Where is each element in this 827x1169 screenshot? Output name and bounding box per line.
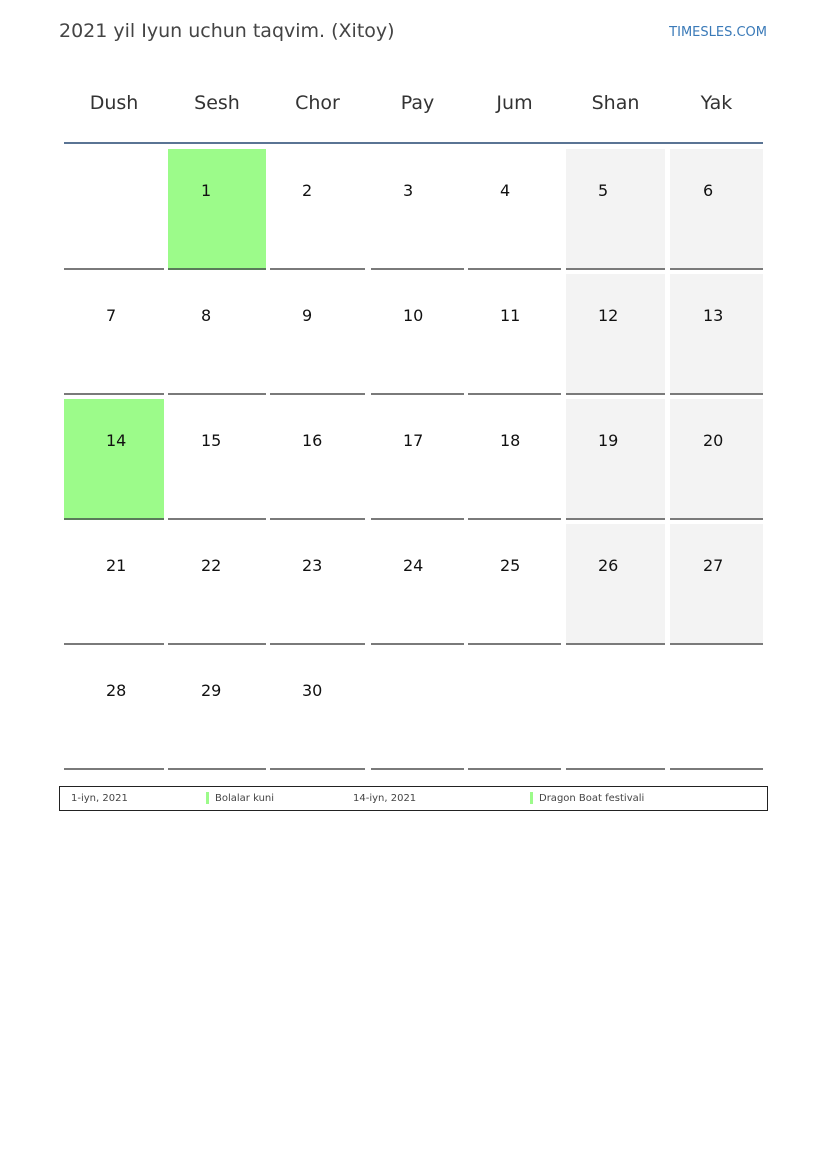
legend-name-2: Dragon Boat festivali [539, 793, 645, 804]
day-cell [168, 524, 266, 645]
day-number: 16 [302, 431, 323, 450]
day-number: 6 [703, 181, 714, 200]
day-cell [566, 399, 665, 520]
day-cell [670, 274, 763, 395]
day-number: 19 [598, 431, 619, 450]
day-cell [168, 649, 266, 770]
day-number: 11 [500, 306, 521, 325]
day-cell [270, 149, 365, 270]
weekday-header: Yak [700, 92, 733, 114]
day-cell [670, 149, 763, 270]
weekday-header: Jum [496, 92, 533, 114]
day-cell [64, 274, 164, 395]
day-number: 15 [201, 431, 222, 450]
day-cell [371, 149, 464, 270]
day-cell [566, 274, 665, 395]
day-cell [270, 274, 365, 395]
day-number: 5 [598, 181, 609, 200]
legend-color-2 [530, 792, 533, 804]
day-number: 30 [302, 681, 323, 700]
day-cell [270, 649, 365, 770]
day-cell [168, 149, 266, 270]
day-number: 21 [106, 556, 127, 575]
legend-date-1: 1-iyn, 2021 [71, 793, 128, 804]
day-number: 14 [106, 431, 127, 450]
day-number: 17 [403, 431, 424, 450]
day-number: 13 [703, 306, 724, 325]
day-cell [371, 274, 464, 395]
day-number: 29 [201, 681, 222, 700]
day-cell [566, 649, 665, 770]
legend-name-1: Bolalar kuni [215, 793, 275, 804]
header-divider [64, 142, 763, 144]
day-cell [670, 524, 763, 645]
day-cell [270, 524, 365, 645]
day-cell [371, 649, 464, 770]
holiday-legend [59, 786, 768, 811]
legend-date-2: 14-iyn, 2021 [353, 793, 417, 804]
day-cell [168, 399, 266, 520]
day-number: 9 [302, 306, 313, 325]
day-number: 18 [500, 431, 521, 450]
day-number: 23 [302, 556, 323, 575]
weekday-header: Shan [591, 92, 640, 114]
day-number: 10 [403, 306, 424, 325]
day-number: 2 [302, 181, 313, 200]
day-cell [566, 524, 665, 645]
day-number: 26 [598, 556, 619, 575]
day-number: 7 [106, 306, 117, 325]
day-cell [566, 149, 665, 270]
day-cell [371, 524, 464, 645]
day-number: 22 [201, 556, 222, 575]
page-title: 2021 yil Iyun uchun taqvim. (Xitoy) [59, 20, 395, 42]
weekday-header: Pay [400, 92, 435, 114]
day-cell [468, 649, 561, 770]
day-number: 1 [201, 181, 212, 200]
weekday-header: Dush [89, 92, 139, 114]
legend-color-1 [206, 792, 209, 804]
day-cell [168, 274, 266, 395]
day-number: 25 [500, 556, 521, 575]
day-number: 3 [403, 181, 414, 200]
day-number: 4 [500, 181, 511, 200]
day-cell [64, 399, 164, 520]
day-cell [371, 399, 464, 520]
day-cell [468, 149, 561, 270]
weekday-header: Sesh [194, 92, 240, 114]
day-number: 24 [403, 556, 424, 575]
day-cell [64, 649, 164, 770]
site-link[interactable]: TIMESLES.COM [669, 25, 767, 40]
weekday-header: Chor [295, 92, 340, 114]
day-cell [64, 524, 164, 645]
day-cell [468, 274, 561, 395]
day-cell [670, 399, 763, 520]
day-cell [670, 649, 763, 770]
day-cell [270, 399, 365, 520]
day-number: 20 [703, 431, 724, 450]
day-number: 28 [106, 681, 127, 700]
day-cell [64, 149, 164, 270]
day-cell [468, 399, 561, 520]
day-cell [468, 524, 561, 645]
day-number: 27 [703, 556, 724, 575]
day-number: 12 [598, 306, 619, 325]
day-number: 8 [201, 306, 212, 325]
